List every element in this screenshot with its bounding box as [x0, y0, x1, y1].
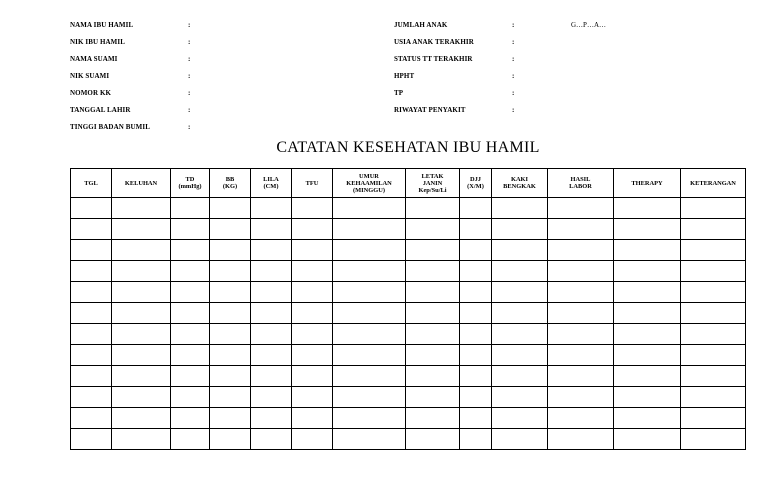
column-header-line: KEHAAMILAN	[346, 179, 392, 187]
column-header-djj-x-m	[460, 169, 492, 198]
table-cell[interactable]	[460, 429, 492, 450]
field-colon: :	[512, 38, 515, 46]
column-header-line: Kep/Su/Li	[418, 186, 447, 194]
table-cell[interactable]	[460, 261, 492, 282]
column-header-line: (CM)	[263, 183, 279, 190]
table-cell[interactable]	[292, 282, 333, 303]
table-cell[interactable]	[460, 282, 492, 303]
table-cell[interactable]	[251, 240, 292, 261]
table-cell[interactable]	[614, 324, 681, 345]
table-cell[interactable]	[614, 387, 681, 408]
column-header-hasil-labor	[548, 169, 614, 198]
table-cell[interactable]	[171, 429, 210, 450]
field-colon: :	[512, 21, 515, 29]
table-cell[interactable]	[406, 219, 460, 240]
column-header-line: (KG)	[222, 183, 238, 190]
table-cell[interactable]	[460, 387, 492, 408]
table-cell[interactable]	[548, 429, 614, 450]
table-row	[71, 408, 746, 429]
column-header-line: (mmHg)	[178, 183, 202, 190]
table-cell[interactable]	[251, 387, 292, 408]
table-cell[interactable]	[333, 429, 406, 450]
field-colon: :	[188, 38, 191, 46]
table-cell[interactable]	[548, 387, 614, 408]
table-cell[interactable]	[492, 429, 548, 450]
table-cell[interactable]	[251, 261, 292, 282]
table-cell[interactable]	[681, 261, 746, 282]
table-cell[interactable]	[681, 429, 746, 450]
table-cell[interactable]	[492, 366, 548, 387]
table-cell[interactable]	[112, 324, 171, 345]
table-cell[interactable]	[614, 366, 681, 387]
table-header-row	[71, 169, 746, 198]
table-cell[interactable]	[406, 387, 460, 408]
column-header-letak-janin-kep-su-li	[406, 169, 460, 198]
field-colon: :	[188, 72, 191, 80]
table-cell[interactable]	[71, 282, 112, 303]
table-cell[interactable]	[460, 240, 492, 261]
table-cell[interactable]	[333, 261, 406, 282]
column-header-line: BB	[225, 176, 235, 183]
field-label-nik-ibu-hamil: NIK IBU HAMIL	[70, 38, 125, 46]
table-cell[interactable]	[210, 261, 251, 282]
table-cell[interactable]	[333, 345, 406, 366]
table-cell[interactable]	[112, 387, 171, 408]
table-cell[interactable]	[492, 303, 548, 324]
field-colon: :	[188, 123, 191, 131]
table-cell[interactable]	[292, 219, 333, 240]
table-cell[interactable]	[406, 303, 460, 324]
table-cell[interactable]	[292, 387, 333, 408]
table-cell[interactable]	[112, 429, 171, 450]
table-row	[71, 219, 746, 240]
field-label-nama-suami: NAMA SUAMI	[70, 55, 118, 63]
table-cell[interactable]	[333, 282, 406, 303]
table-cell[interactable]	[614, 429, 681, 450]
table-cell[interactable]	[614, 219, 681, 240]
table-cell[interactable]	[492, 219, 548, 240]
table-cell[interactable]	[112, 303, 171, 324]
table-cell[interactable]	[251, 198, 292, 219]
table-cell[interactable]	[71, 261, 112, 282]
table-row	[71, 240, 746, 261]
table-cell[interactable]	[210, 408, 251, 429]
field-colon: :	[188, 21, 191, 29]
table-cell[interactable]	[406, 366, 460, 387]
table-cell[interactable]	[548, 219, 614, 240]
table-cell[interactable]	[681, 408, 746, 429]
column-header-keluhan	[112, 169, 171, 198]
table-cell[interactable]	[681, 366, 746, 387]
table-cell[interactable]	[71, 429, 112, 450]
table-cell[interactable]	[210, 303, 251, 324]
table-cell[interactable]	[548, 261, 614, 282]
field-colon: :	[188, 106, 191, 114]
column-header-line: TGL	[84, 179, 98, 187]
table-cell[interactable]	[292, 198, 333, 219]
table-row	[71, 387, 746, 408]
table-cell[interactable]	[681, 219, 746, 240]
table-cell[interactable]	[210, 345, 251, 366]
table-cell[interactable]	[614, 408, 681, 429]
column-header-line: (X/M)	[467, 183, 484, 190]
column-header-line: DJJ	[469, 176, 481, 183]
table-cell[interactable]	[210, 198, 251, 219]
table-cell[interactable]	[112, 240, 171, 261]
table-cell[interactable]	[171, 387, 210, 408]
table-cell[interactable]	[251, 366, 292, 387]
table-cell[interactable]	[112, 219, 171, 240]
table-cell[interactable]	[251, 408, 292, 429]
table-cell[interactable]	[614, 261, 681, 282]
column-header-therapy	[614, 169, 681, 198]
table-cell[interactable]	[112, 408, 171, 429]
table-cell[interactable]	[251, 282, 292, 303]
table-cell[interactable]	[210, 429, 251, 450]
table-cell[interactable]	[406, 261, 460, 282]
document-title: CATATAN KESEHATAN IBU HAMIL	[276, 139, 540, 156]
table-cell[interactable]	[460, 303, 492, 324]
table-cell[interactable]	[171, 198, 210, 219]
table-cell[interactable]	[460, 345, 492, 366]
field-label-riwayat-penyakit: RIWAYAT PENYAKIT	[394, 106, 466, 114]
table-cell[interactable]	[171, 219, 210, 240]
column-header-line: TFU	[305, 179, 319, 187]
column-header-line: THERAPY	[631, 179, 663, 187]
table-cell[interactable]	[681, 198, 746, 219]
column-header-tfu	[292, 169, 333, 198]
table-cell[interactable]	[681, 387, 746, 408]
table-row	[71, 324, 746, 345]
table-cell[interactable]	[460, 366, 492, 387]
table-cell[interactable]	[210, 324, 251, 345]
table-cell[interactable]	[251, 429, 292, 450]
table-cell[interactable]	[492, 324, 548, 345]
table-cell[interactable]	[171, 345, 210, 366]
table-cell[interactable]	[614, 345, 681, 366]
column-header-line: UMUR	[359, 172, 379, 180]
field-label-tp: TP	[394, 89, 404, 97]
table-cell[interactable]	[406, 408, 460, 429]
field-label-tanggal-lahir: TANGGAL LAHIR	[70, 106, 131, 114]
table-cell[interactable]	[292, 324, 333, 345]
column-header-umur-kehaamilan-minggu	[333, 169, 406, 198]
table-cell[interactable]	[681, 345, 746, 366]
table-cell[interactable]	[71, 324, 112, 345]
table-cell[interactable]	[406, 429, 460, 450]
field-label-hpht: HPHT	[394, 72, 415, 80]
table-cell[interactable]	[548, 324, 614, 345]
field-colon: :	[512, 72, 515, 80]
column-header-line: KAKI	[510, 176, 529, 183]
field-colon: :	[512, 55, 515, 63]
column-header-line: LETAK	[421, 172, 444, 180]
table-cell[interactable]	[112, 261, 171, 282]
table-row	[71, 303, 746, 324]
table-cell[interactable]	[71, 240, 112, 261]
column-header-line: JANIN	[422, 179, 443, 187]
table-cell[interactable]	[614, 198, 681, 219]
table-cell[interactable]	[548, 198, 614, 219]
table-cell[interactable]	[548, 345, 614, 366]
table-cell[interactable]	[292, 408, 333, 429]
table-cell[interactable]	[210, 387, 251, 408]
field-label-jumlah-anak: JUMLAH ANAK	[394, 21, 448, 29]
table-cell[interactable]	[251, 345, 292, 366]
column-header-line: HASIL	[570, 176, 591, 183]
table-cell[interactable]	[210, 219, 251, 240]
table-cell[interactable]	[333, 219, 406, 240]
table-cell[interactable]	[460, 408, 492, 429]
table-cell[interactable]	[333, 408, 406, 429]
column-header-line: LILA	[263, 176, 279, 183]
table-cell[interactable]	[460, 219, 492, 240]
field-label-nomor-kk: NOMOR KK	[70, 89, 112, 97]
table-cell[interactable]	[251, 324, 292, 345]
column-header-tgl	[71, 169, 112, 198]
table-row	[71, 282, 746, 303]
table-cell[interactable]	[406, 345, 460, 366]
table-cell[interactable]	[681, 240, 746, 261]
table-cell[interactable]	[681, 324, 746, 345]
table-cell[interactable]	[292, 429, 333, 450]
table-cell[interactable]	[492, 198, 548, 219]
table-cell[interactable]	[210, 366, 251, 387]
table-cell[interactable]	[614, 282, 681, 303]
table-cell[interactable]	[112, 345, 171, 366]
table-cell[interactable]	[171, 282, 210, 303]
table-cell[interactable]	[333, 303, 406, 324]
table-cell[interactable]	[406, 324, 460, 345]
table-cell[interactable]	[171, 303, 210, 324]
column-header-line: (MINGGU)	[353, 186, 385, 194]
column-header-line: LABOR	[569, 183, 592, 190]
table-cell[interactable]	[292, 366, 333, 387]
table-cell[interactable]	[292, 261, 333, 282]
table-cell[interactable]	[460, 324, 492, 345]
field-colon: :	[188, 89, 191, 97]
table-cell[interactable]	[548, 408, 614, 429]
table-cell[interactable]	[406, 198, 460, 219]
table-cell[interactable]	[210, 282, 251, 303]
table-row	[71, 429, 746, 450]
table-cell[interactable]	[112, 366, 171, 387]
table-cell[interactable]	[292, 240, 333, 261]
column-header-line: KETERANGAN	[690, 179, 736, 187]
table-row	[71, 261, 746, 282]
table-cell[interactable]	[492, 240, 548, 261]
column-header-bb-kg	[210, 169, 251, 198]
table-cell[interactable]	[171, 324, 210, 345]
field-colon: :	[188, 55, 191, 63]
table-cell[interactable]	[614, 240, 681, 261]
table-cell[interactable]	[548, 303, 614, 324]
table-cell[interactable]	[460, 198, 492, 219]
column-header-lila-cm	[251, 169, 292, 198]
table-cell[interactable]	[71, 366, 112, 387]
table-cell[interactable]	[492, 261, 548, 282]
field-colon: :	[512, 106, 515, 114]
table-cell[interactable]	[333, 198, 406, 219]
table-cell[interactable]	[492, 345, 548, 366]
table-cell[interactable]	[681, 303, 746, 324]
table-cell[interactable]	[492, 387, 548, 408]
table-cell[interactable]	[71, 198, 112, 219]
table-cell[interactable]	[681, 282, 746, 303]
table-cell[interactable]	[71, 303, 112, 324]
field-label-nik-suami: NIK SUAMI	[70, 72, 110, 80]
table-cell[interactable]	[71, 219, 112, 240]
table-cell[interactable]	[251, 303, 292, 324]
table-cell[interactable]	[548, 366, 614, 387]
table-cell[interactable]	[548, 282, 614, 303]
table-cell[interactable]	[406, 282, 460, 303]
table-cell[interactable]	[251, 219, 292, 240]
table-cell[interactable]	[171, 366, 210, 387]
column-header-line: KELUHAN	[124, 179, 158, 187]
table-cell[interactable]	[71, 387, 112, 408]
table-cell[interactable]	[614, 303, 681, 324]
table-cell[interactable]	[406, 240, 460, 261]
table-cell[interactable]	[492, 282, 548, 303]
table-row	[71, 366, 746, 387]
table-row	[71, 198, 746, 219]
table-cell[interactable]	[492, 408, 548, 429]
column-header-kaki-bengkak	[492, 169, 548, 198]
table-row	[71, 345, 746, 366]
health-record-table	[70, 168, 746, 450]
table-cell[interactable]	[292, 303, 333, 324]
table-cell[interactable]	[333, 324, 406, 345]
table-cell[interactable]	[112, 282, 171, 303]
field-colon: :	[512, 89, 515, 97]
table-cell[interactable]	[71, 408, 112, 429]
table-cell[interactable]	[210, 240, 251, 261]
table-cell[interactable]	[548, 240, 614, 261]
table-cell[interactable]	[333, 240, 406, 261]
field-value-jumlah-anak: G…P…A…	[571, 21, 607, 29]
column-header-keterangan	[681, 169, 746, 198]
table-cell[interactable]	[292, 345, 333, 366]
field-label-tinggi-badan-bumil: TINGGI BADAN BUMIL	[70, 123, 150, 131]
field-label-usia-anak-terakhir: USIA ANAK TERAKHIR	[394, 38, 474, 46]
table-cell[interactable]	[333, 366, 406, 387]
table-cell[interactable]	[333, 387, 406, 408]
table-cell[interactable]	[171, 261, 210, 282]
table-cell[interactable]	[112, 198, 171, 219]
field-label-status-tt-terakhir: STATUS TT TERAKHIR	[394, 55, 473, 63]
table-cell[interactable]	[171, 408, 210, 429]
field-label-nama-ibu-hamil: NAMA IBU HAMIL	[70, 21, 134, 29]
table-cell[interactable]	[171, 240, 210, 261]
column-header-td-mmhg	[171, 169, 210, 198]
table-cell[interactable]	[71, 345, 112, 366]
column-header-line: TD	[185, 176, 195, 183]
column-header-line: BENGKAK	[503, 183, 536, 190]
table-body	[71, 198, 746, 450]
